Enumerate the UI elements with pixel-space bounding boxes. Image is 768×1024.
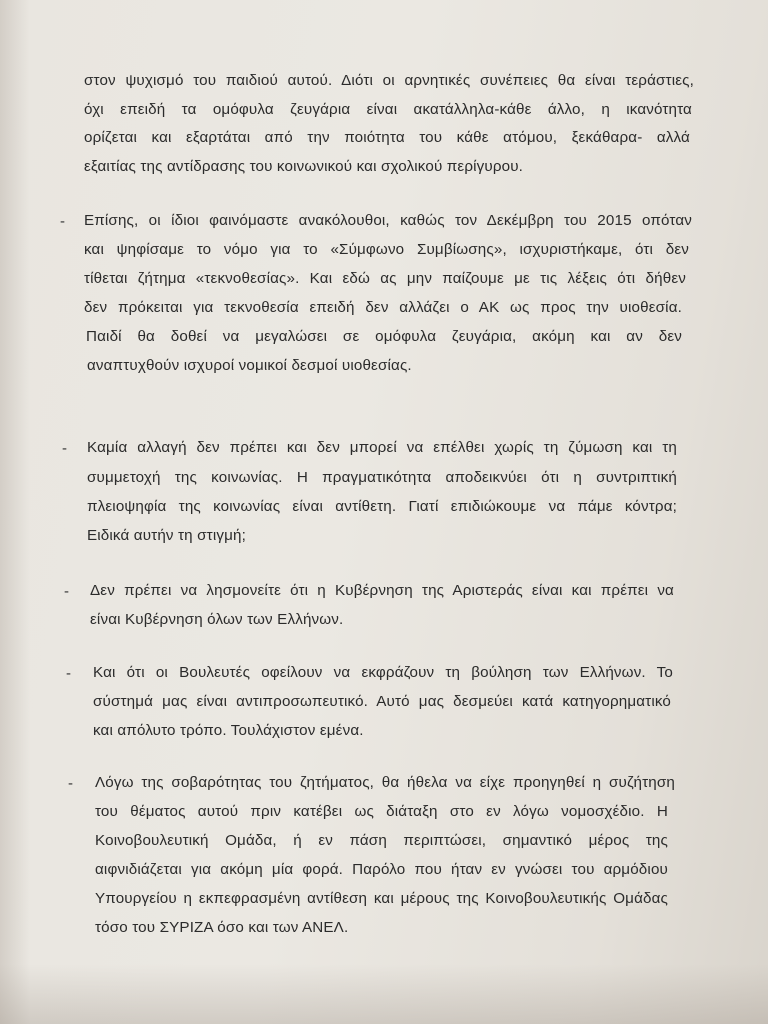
paragraph-line: Κοινοβουλευτική Ομάδα, ή εν πάση περιπτώσει, σημαντικό μέρος της xyxy=(95,832,668,849)
paragraph-line: συμμετοχή της κοινωνίας. Η πραγματικότητα αποδεικνύει ότι η συντριπτική xyxy=(87,469,677,486)
bullet-dash: - xyxy=(68,775,73,792)
bullet-dash: - xyxy=(64,583,69,600)
paragraph-line: Δεν πρέπει να λησμονείτε ότι η Κυβέρνηση της Αριστεράς είναι και πρέπει να xyxy=(90,582,674,599)
paragraph-line: και ψηφίσαμε το νόμο για το «Σύμφωνο Συμβίωσης», ισχυριστήκαμε, ότι δεν xyxy=(84,241,689,258)
page-shadow-left xyxy=(0,0,30,1024)
paragraph-line: σύστημά μας είναι αντιπροσωπευτικό. Αυτό μας δεσμεύει κατά κατηγορηματικό xyxy=(93,693,671,710)
paragraph-line: ορίζεται και εξαρτάται από την ποιότητα του κάθε ατόμου, ξεκάθαρα- αλλά xyxy=(84,129,690,146)
bullet-dash: - xyxy=(62,440,67,457)
paragraph-line: Λόγω της σοβαρότητας του ζητήματος, θα ήθελα να είχε προηγηθεί η συζήτηση xyxy=(95,774,675,791)
paragraph-line: Ειδικά αυτήν τη στιγμή; xyxy=(87,527,246,544)
paragraph-line: είναι Κυβέρνηση όλων των Ελλήνων. xyxy=(90,611,344,628)
paragraph-line: και απόλυτο τρόπο. Τουλάχιστον εμένα. xyxy=(93,722,364,739)
paragraph-line: Καμία αλλαγή δεν πρέπει και δεν μπορεί να επέλθει χωρίς τη ζύμωση και τη xyxy=(87,439,677,456)
paragraph-line: πλειοψηφία της κοινωνίας είναι αντίθετη. Γιατί επιδιώκουμε να πάμε κόντρα; xyxy=(87,498,677,515)
paragraph-line: εξαιτίας της αντίδρασης του κοινωνικού και σχολικού περίγυρου. xyxy=(84,158,524,175)
paragraph-line: στον ψυχισμό του παιδιού αυτού. Διότι οι αρνητικές συνέπειες θα είναι τεράστιες, xyxy=(84,72,694,89)
paragraph-line: Και ότι οι Βουλευτές οφείλουν να εκφράζουν τη βούληση των Ελλήνων. Το xyxy=(93,664,673,681)
paragraph-line: Υπουργείου η εκπεφρασμένη αντίθεση και μέρους της Κοινοβουλευτικής Ομάδας xyxy=(95,890,668,907)
page-shadow-bottom xyxy=(0,964,768,1024)
paragraph-line: του θέματος αυτού πριν κατέβει ως διάταξη στο εν λόγω νομοσχέδιο. Η xyxy=(95,803,668,820)
paragraph-line: Επίσης, οι ίδιοι φαινόμαστε ανακόλουθοι, καθώς τον Δεκέμβρη του 2015 οπόταν xyxy=(84,212,692,229)
bullet-dash: - xyxy=(66,665,71,682)
paragraph-line: αναπτυχθούν ισχυροί νομικοί δεσμοί υιοθεσίας. xyxy=(87,357,412,374)
paragraph-line: Παιδί θα δοθεί να μεγαλώσει σε ομόφυλα ζευγάρια, ακόμη και αν δεν xyxy=(86,328,682,345)
paragraph-line: αιφνιδιάζεται για ακόμη μία φορά. Παρόλο που ήταν εν γνώσει του αρμόδιου xyxy=(95,861,668,878)
bullet-dash: - xyxy=(60,213,65,230)
paragraph-line: τίθεται ζήτημα «τεκνοθεσίας». Και εδώ ας μην παίζουμε με τις λέξεις ότι δήθεν xyxy=(84,270,686,287)
paragraph-line: δεν πρόκειται για τεκνοθεσία επειδή δεν αλλάζει ο ΑΚ ως προς την υιοθεσία. xyxy=(84,299,682,316)
paragraph-line: όχι επειδή τα ομόφυλα ζευγάρια είναι ακατάλληλα-κάθε άλλο, η ικανότητα xyxy=(84,101,692,118)
paragraph-line: τόσο του ΣΥΡΙΖΑ όσο και των ΑΝΕΛ. xyxy=(95,919,349,936)
